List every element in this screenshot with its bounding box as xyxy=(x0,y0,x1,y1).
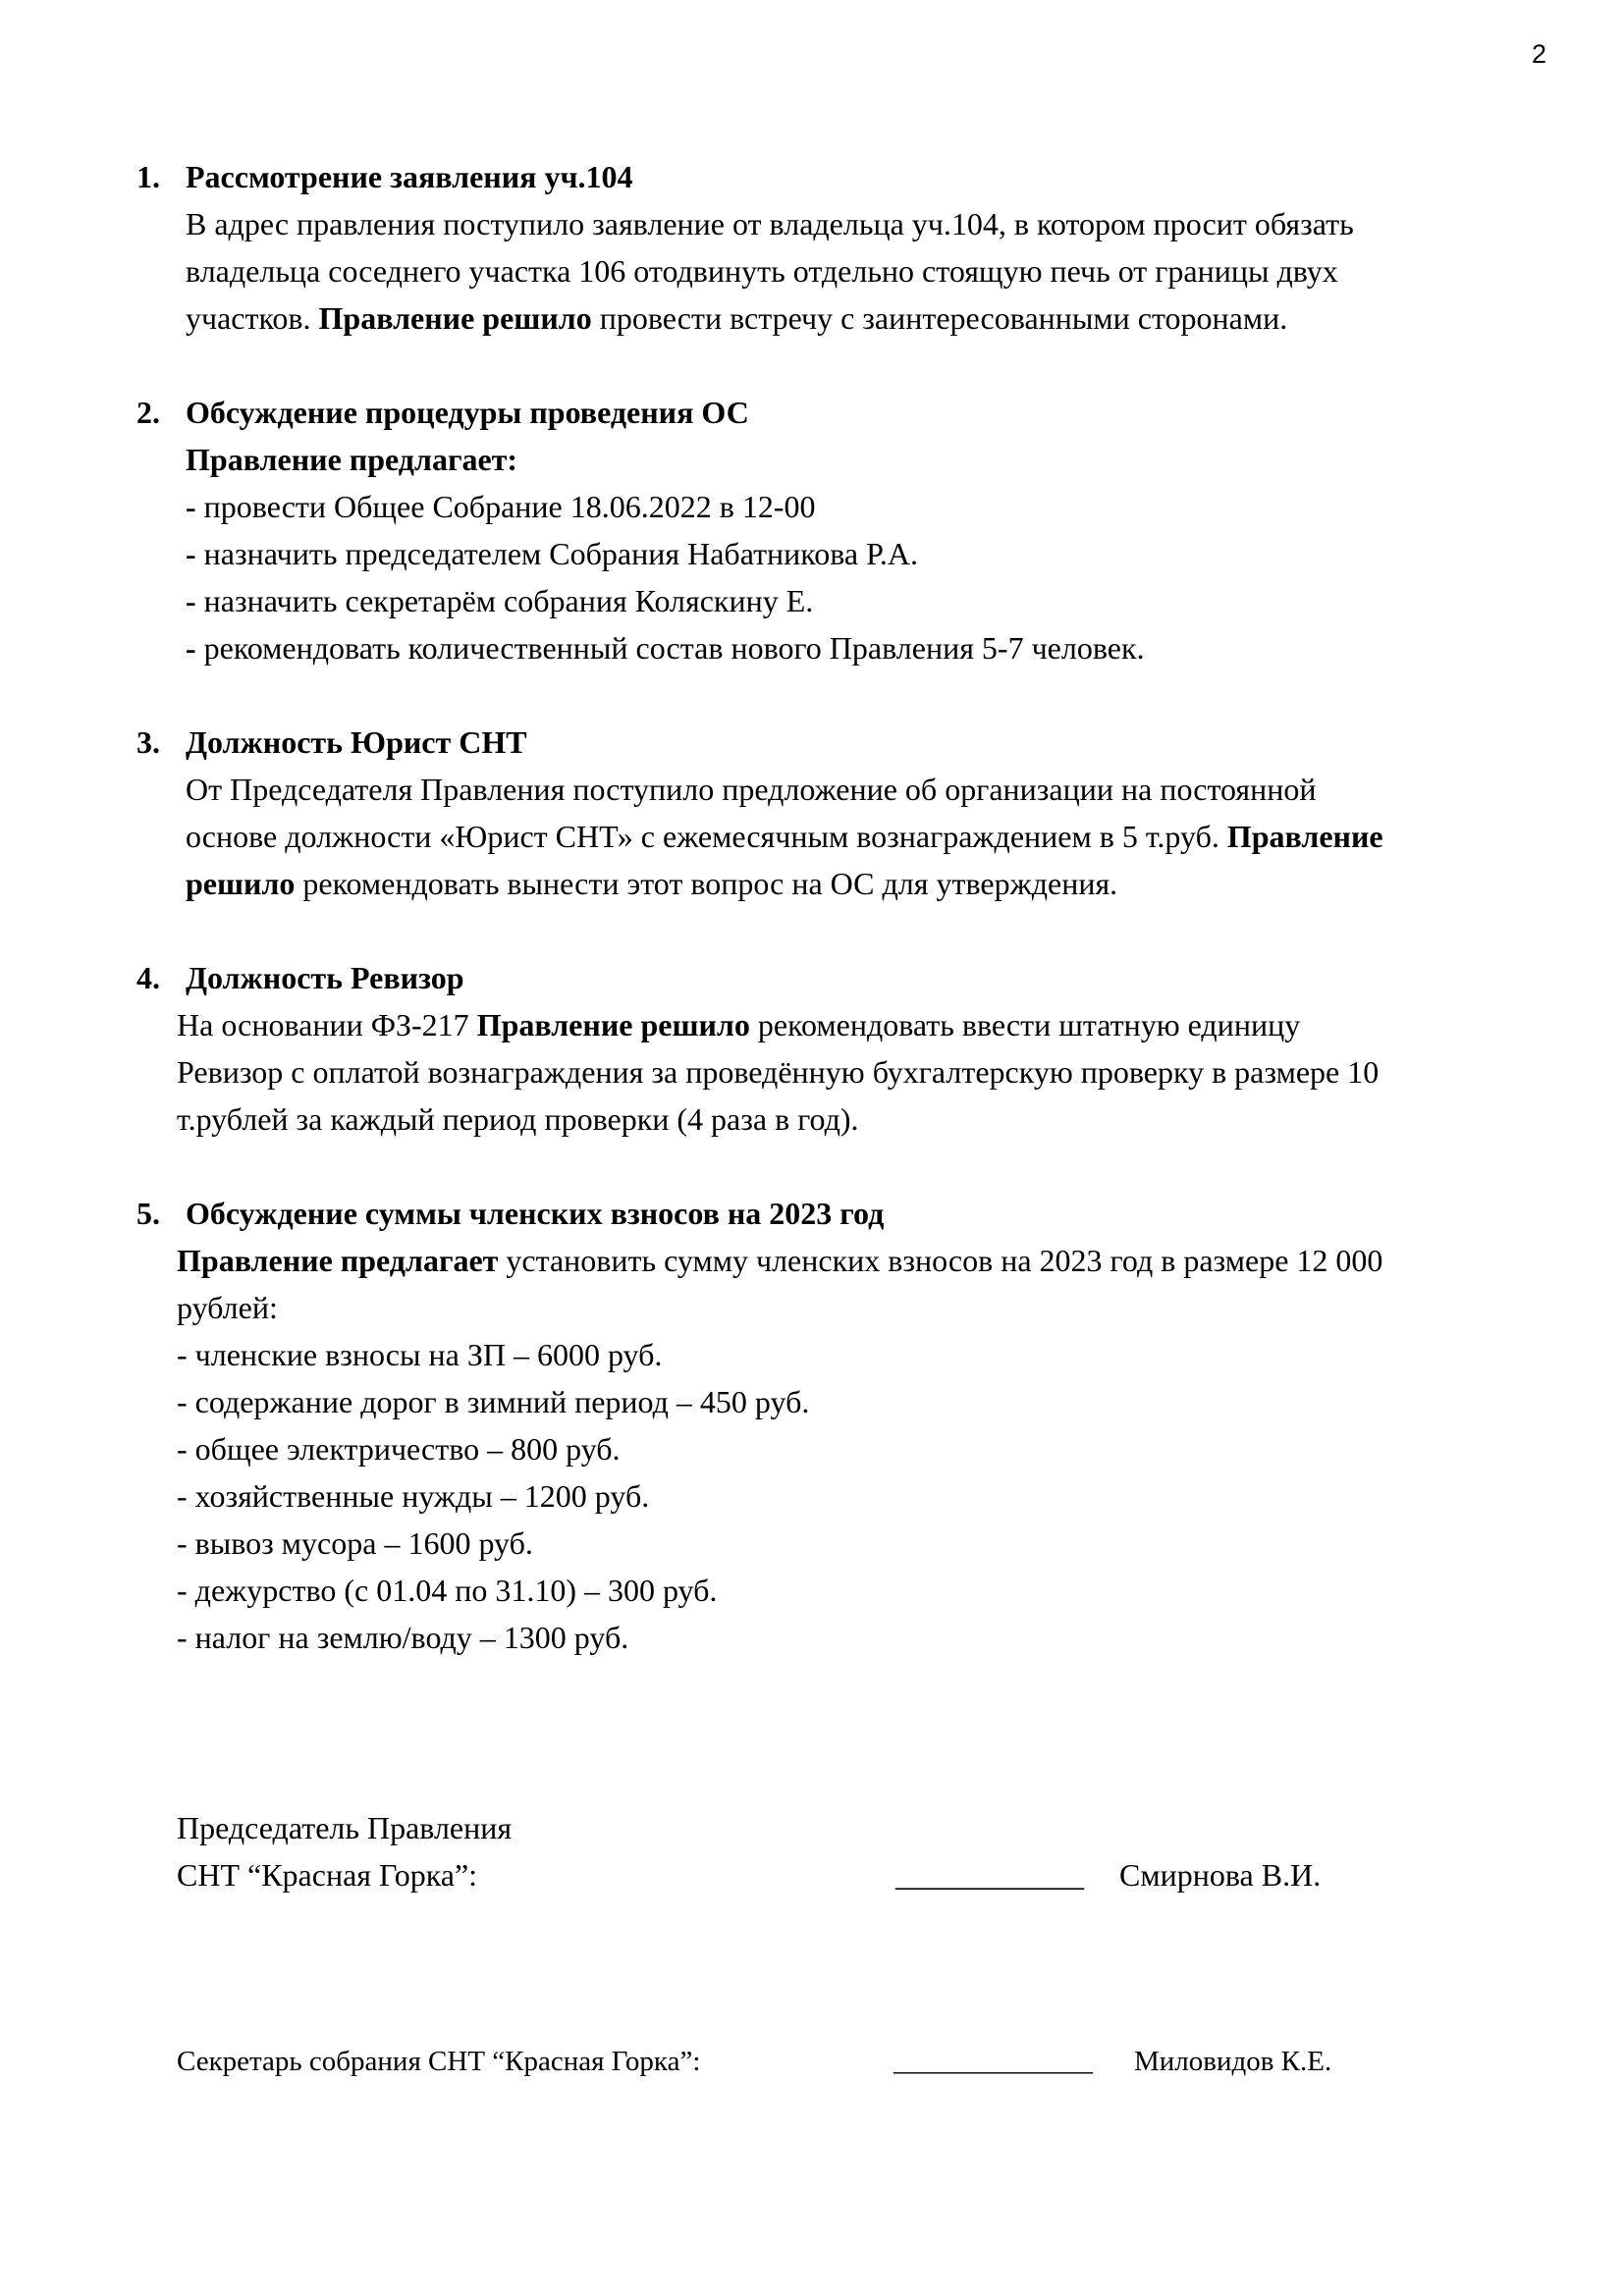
section-2-title: Обсуждение процедуры проведения ОС xyxy=(186,395,749,430)
section-3-title: Должность Юрист СНТ xyxy=(186,724,527,760)
section-1-body xyxy=(136,200,1570,342)
section-3-decision-1: Правление xyxy=(1226,819,1383,854)
section-2-number: 2. xyxy=(136,395,160,430)
secretary-name: Миловидов К.Е. xyxy=(1134,2046,1332,2077)
section-3-heading xyxy=(136,719,1570,766)
section-1 xyxy=(136,153,1570,342)
section-2 xyxy=(136,389,1570,671)
section-4-title: Должность Ревизор xyxy=(186,960,464,995)
section-5-line-2: рублей: xyxy=(177,1290,278,1325)
section-5-number: 5. xyxy=(136,1196,160,1231)
section-2-item: - назначить председателем Собрания Набатникова Р.А. xyxy=(186,536,919,571)
section-2-item: - назначить секретарём собрания Коляскину Е. xyxy=(186,583,814,618)
secretary-signature-line: ______________ xyxy=(893,2046,1093,2077)
section-3-line-2: основе должности «Юрист СНТ» с ежемесячным вознаграждением в 5 т.руб. Правление xyxy=(186,819,1383,854)
section-4-number: 4. xyxy=(136,960,160,995)
section-1-line-1: В адрес правления поступило заявление от владельца уч.104, в котором просит обязать xyxy=(186,206,1354,241)
section-1-number: 1. xyxy=(136,159,160,194)
section-2-heading xyxy=(136,389,1570,436)
section-5-item: - хозяйственные нужды – 1200 руб. xyxy=(177,1478,650,1514)
section-4-line-3: т.рублей за каждый период проверки (4 раза в год). xyxy=(177,1101,859,1137)
section-5-item: - членские взносы на ЗП – 6000 руб. xyxy=(177,1337,663,1372)
chair-name: Смирнова В.И. xyxy=(1119,1857,1322,1893)
section-4-line-2: Ревизор с оплатой вознаграждения за проведённую бухгалтерскую проверку в размере 10 xyxy=(177,1054,1380,1090)
section-3-line-3: решило рекомендовать вынести этот вопрос на ОС для утверждения. xyxy=(186,866,1118,901)
section-5-item: - содержание дорог в зимний период – 450 руб. xyxy=(177,1384,810,1419)
page-number: 2 xyxy=(1532,39,1547,69)
section-5-body xyxy=(136,1237,1570,1661)
section-4-body xyxy=(136,1001,1570,1143)
section-3-line-1: От Председателя Правления поступило предложение об организации на постоянной xyxy=(186,772,1317,807)
section-5-proposal: Правление предлагает xyxy=(177,1243,499,1278)
chair-title-1: Председатель Правления xyxy=(177,1810,513,1845)
section-5-item: - дежурство (с 01.04 по 31.10) – 300 руб. xyxy=(177,1573,718,1608)
section-1-line-2: владельца соседнего участка 106 отодвинуть отдельно стоящую печь от границы двух xyxy=(186,253,1338,289)
section-1-heading xyxy=(136,153,1570,200)
section-4 xyxy=(136,954,1570,1143)
section-1-line-3 xyxy=(186,294,1570,342)
chair-signature-line: ____________ xyxy=(895,1857,1084,1893)
section-1-line-3-text: участков. xyxy=(186,300,311,336)
section-5-title: Обсуждение суммы членских взносов на 2023 год xyxy=(186,1196,885,1231)
section-1-decision: Правление решило xyxy=(318,300,592,336)
section-3-body xyxy=(136,766,1570,907)
secretary-title: Секретарь собрания СНТ “Красная Горка”: xyxy=(177,2046,701,2077)
section-5-line-1: Правление предлагает установить сумму членских взносов на 2023 год в размере 12 000 xyxy=(177,1243,1383,1278)
section-2-subtitle: Правление предлагает: xyxy=(186,442,518,477)
section-2-item: - рекомендовать количественный состав нового Правления 5-7 человек. xyxy=(186,630,1145,666)
chair-title-2: СНТ “Красная Горка”: xyxy=(177,1857,478,1893)
section-5-heading xyxy=(136,1190,1570,1237)
section-2-item: - провести Общее Собрание 18.06.2022 в 12-00 xyxy=(186,489,816,524)
section-3-number: 3. xyxy=(136,724,160,760)
section-3 xyxy=(136,719,1570,907)
section-4-decision: Правление решило xyxy=(476,1007,750,1042)
section-3-decision-2: решило xyxy=(186,866,296,901)
section-1-title: Рассмотрение заявления уч.104 xyxy=(186,159,633,194)
section-5 xyxy=(136,1190,1570,1661)
section-4-line-1: На основании ФЗ-217 Правление решило рекомендовать ввести штатную единицу xyxy=(177,1007,1301,1042)
section-4-heading xyxy=(136,954,1570,1001)
section-1-line-3-after: провести встречу с заинтересованными сторонами. xyxy=(599,300,1288,336)
section-2-body xyxy=(136,436,1570,671)
section-5-item: - налог на землю/воду – 1300 руб. xyxy=(177,1620,629,1655)
section-5-item: - вывоз мусора – 1600 руб. xyxy=(177,1525,533,1561)
section-5-item: - общее электричество – 800 руб. xyxy=(177,1431,621,1467)
